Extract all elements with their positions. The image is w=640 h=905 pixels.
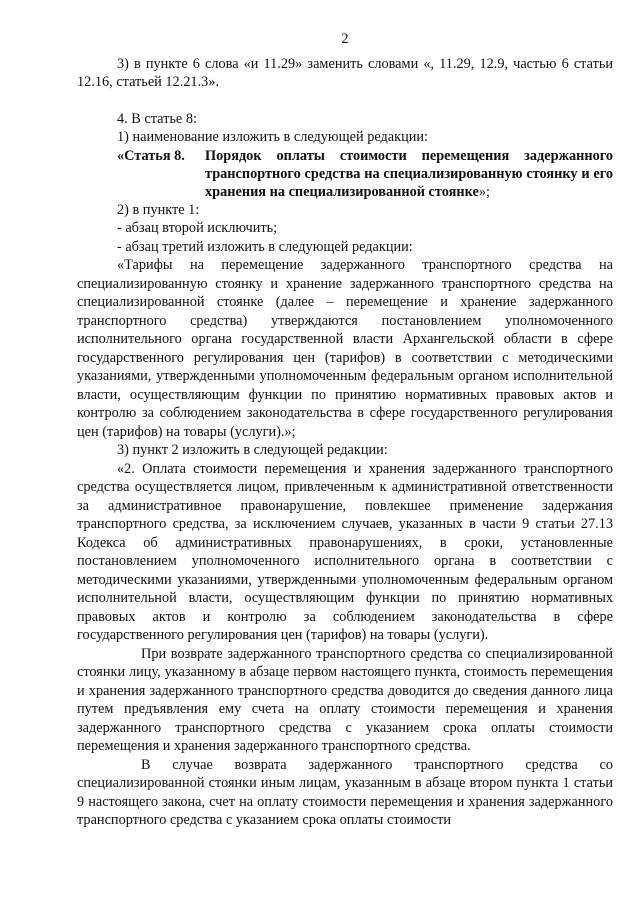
paragraph-amendment-point-6: 3) в пункте 6 слова «и 11.29» заменить словами «, 11.29, 12.9, частью 6 статьи 12.16, статьей 12.21.3». — [77, 55, 613, 90]
page-number: 2 — [341, 31, 349, 47]
paragraph-gap — [77, 92, 613, 110]
paragraph-third-clause: - абзац третий изложить в следующей редакции: — [117, 238, 413, 255]
paragraph-tariffs-text: «Тарифы на перемещение задержанного транспортного средства на специализированную стоянку и хранение задержанного транспортного средства на специализированной стоянке (далее – перемещение и хранение задержанного транспортного средства) утверждаются постановлением уполномоченного исполнительного органа государственной власти Архангельской области в сфере государственного регулирования цен (тарифов) в соответствии с методическими указаниями, утвержденными уполномоченным федеральным органом исполнительной власти, осуществляющим функции по принятию нормативных правовых актов и контролю за соблюдением законодательства в сфере государственного регулирования цен (тарифов) на товары (услуги).»; — [77, 257, 613, 440]
paragraph-title-amendment: 1) наименование изложить в следующей редакции: — [117, 129, 428, 145]
paragraph-return-to-others: В случае возврата задержанного транспортного средства со специализированной стоянки иным лицам, указанным в абзаце втором пункта 1 статьи 9 настоящего закона, счет на оплату стоимости перемещения и хранения задержанного транспортного средства с указанием срока оплаты стоимости — [77, 756, 613, 828]
paragraph-delete-second-clause: - абзац второй исключить; — [117, 220, 278, 236]
article-label: «Статья 8. — [117, 147, 185, 164]
paragraph-return-to-person: При возврате задержанного транспортного средства со специализированной стоянки лицу, указанному в абзаце первом настоящего пункта, стоимость перемещения и хранения задержанного транспортного средства доводится до сведения данного лица путем предъявления ему счета на оплату стоимости перемещения и хранения задержанного транспортного средства с указанием срока оплаты стоимости перемещения и хранения задержанного транспортного средства. — [77, 645, 613, 754]
paragraph-point-2: 3) пункт 2 изложить в следующей редакции: — [117, 442, 388, 458]
article-title: Порядок оплаты стоимости перемещения задержанного транспортного средства на специализированную стоянку и его хранения на специализированной стоянке — [205, 147, 613, 200]
article-8-title-block — [77, 147, 613, 201]
paragraph-payment-text: «2. Оплата стоимости перемещения и хранения задержанного транспортного средства осуществляется лицом, привлеченным к административной ответственности за административное правонарушение, повлекшее применение задержания транспортного средства, за исключением случаев, указанных в части 9 статьи 27.13 Кодекса об административных правонарушениях, в сроки, установленные постановлением уполномоченного исполнительного органа в соответствии с методическими указаниями, утвержденными уполномоченным федеральным органом исполнительной власти, осуществляющим функции по принятию нормативных правовых актов и контролю за соблюдением законодательства в сфере государственного регулирования цен (тарифов) на товары (услуги). — [77, 460, 613, 643]
article-title-wrapper — [205, 147, 613, 201]
paragraph-article-8-heading: 4. В статье 8: — [117, 110, 197, 127]
paragraph-point-1: 2) в пункте 1: — [117, 201, 200, 218]
article-title-closing: »; — [478, 183, 490, 200]
document-page — [77, 30, 613, 830]
